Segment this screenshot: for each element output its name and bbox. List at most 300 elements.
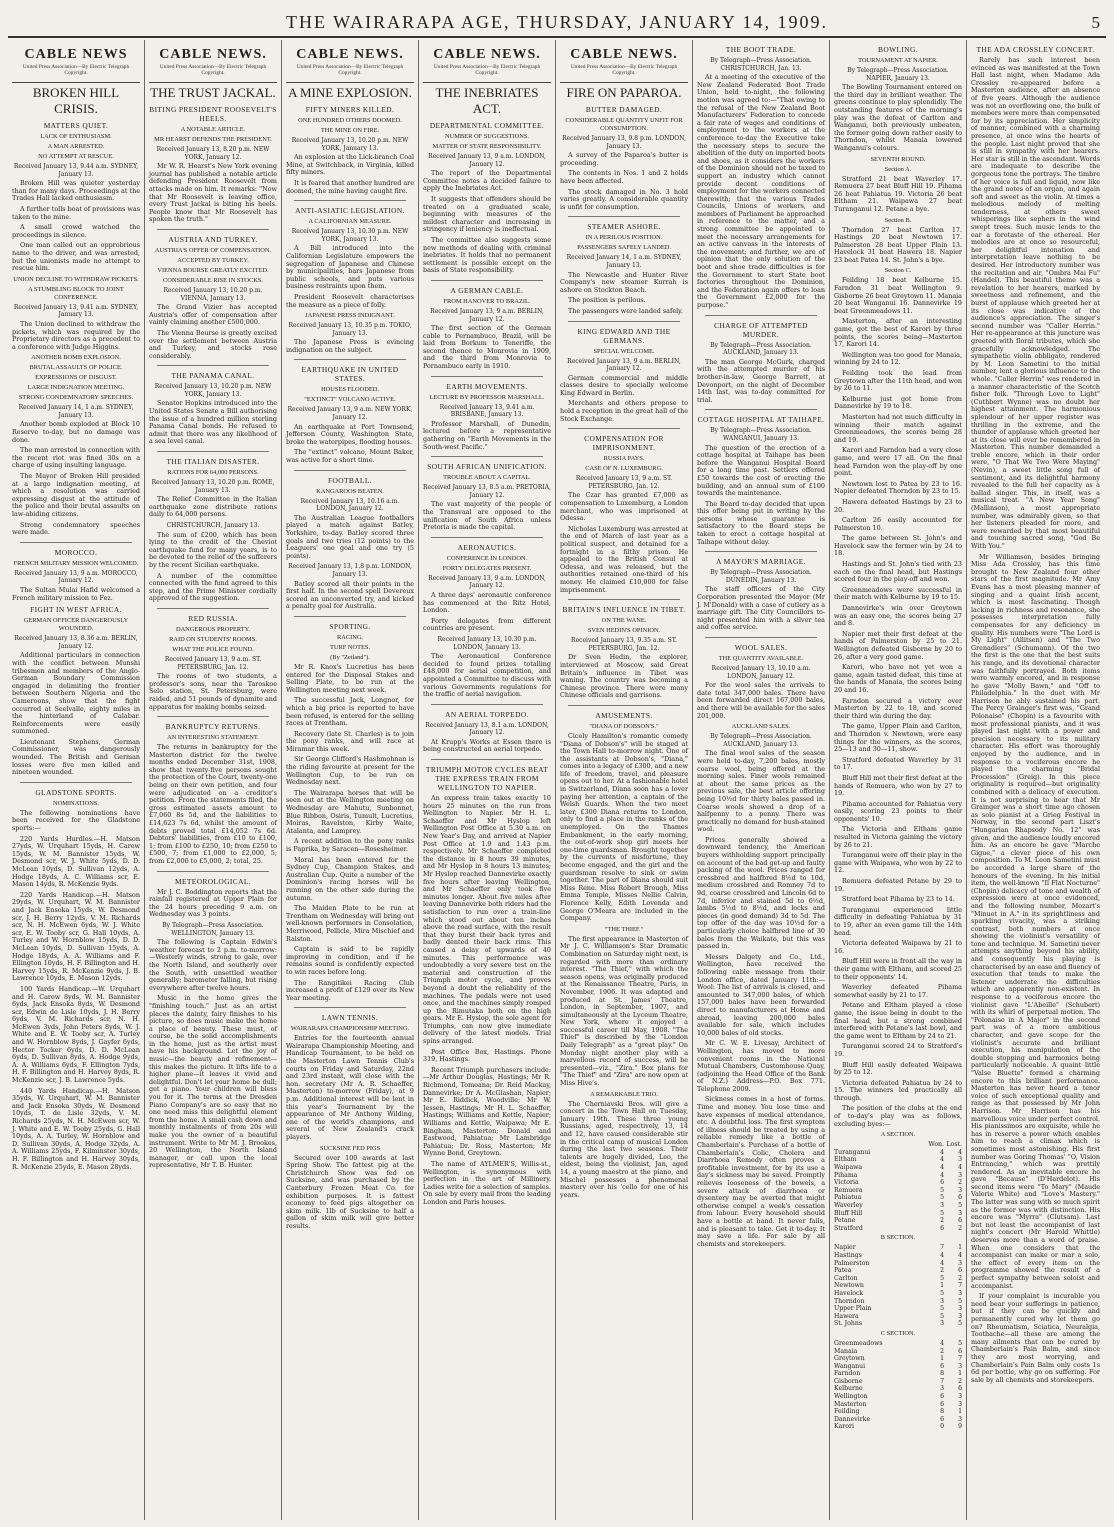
table-cell: 3 <box>958 1156 962 1164</box>
table-cell: Dannevirke <box>834 1415 871 1423</box>
table-cell: 5 <box>940 1274 944 1282</box>
minor-heading: PASSENGERS SAFELY LANDED. <box>577 244 671 252</box>
table-cell: 3 <box>940 1320 944 1328</box>
minor-heading: FRENCH MILITARY MISSION WELCOMED. <box>13 559 139 567</box>
subheading: AMUSEMENTS. <box>595 710 653 720</box>
article-paragraph: Newtown lost to Patea by 23 to 16. Napier defeated Thorndon by 23 to 15. <box>834 479 962 496</box>
results-table <box>834 1141 962 1232</box>
table-row <box>834 1313 962 1321</box>
article-paragraph: An explosion at the Lick-branch Coal Mine, at Switchback, in Virginia, killed fifty miners. <box>286 153 414 177</box>
article-paragraph: The staff officers of the City Corporation presented the Mayor (Mr J. M'Donald) with a case of cutlery as a marriage gift. The City Councillors to-night presented him with a silver tea and coffee service. <box>697 585 825 632</box>
dateline: By Telegraph—Press Association. DUNEDIN, January 13. <box>710 569 812 584</box>
article-paragraph: Dr Sven Hedin, the explorer, interviewed at Moscow, said Great Britain's influence in Tibet was waning. The country was becoming a Chinese province. There were many Chinese officials and garrisons. <box>560 653 688 700</box>
dateline: Received January 13, 8.5 a.m. PRETORIA, January 12. <box>423 484 551 499</box>
table-cell: 3 <box>940 1202 944 1209</box>
divider-rule <box>431 376 543 377</box>
column-heading: CABLE NEWS. <box>159 47 267 62</box>
article-paragraph: The following is Captain Edwin's weather forecast to 2 p.m. to-morrow:—Westerly winds, strong to gale, over the North Island, and southerly over the South, with unsettled weather generally; barometer falling, but rising everywhere after twelve hours. <box>149 938 277 992</box>
minor-heading: SUCKSINE FED PIGS <box>319 1144 381 1152</box>
subheading: EARTH MOVEMENTS. <box>446 381 528 391</box>
table-cell: Greenmeadows <box>834 1339 883 1347</box>
table-row <box>834 1267 962 1275</box>
subheading: THE PANAMA CANAL. <box>171 371 255 381</box>
article-paragraph: The Sultan Mulai Hafid welcomed a French military mission to Fez. <box>12 585 140 602</box>
table-cell: 6 <box>940 1415 944 1423</box>
dateline: Received January 13, 9 a.m. ST. PETERSBURG, Jan. 12. <box>575 475 673 490</box>
article-paragraph: Napier met their first defeat at the hands of Palmerston by 25 to 21. Wellington defeated Gisborne by 20 to 26, after a very good game. <box>834 629 962 661</box>
subheading: SOUTH AFRICAN UNIFICATION. <box>427 462 547 472</box>
article-paragraph: A survey of the Paparoa's butter is proceeding. <box>560 151 688 167</box>
table-cell: 3 <box>958 1209 962 1217</box>
article-paragraph: Masterton, after an interesting game, got the best of Karori by three points, the scores being—Masterton 17, Karori 14. <box>834 317 962 349</box>
subheading: CHARGE OF ATTEMPTED MURDER. <box>714 320 808 339</box>
table-cell: 3 <box>958 1415 962 1423</box>
dateline: Received January 13, 9 a.m. ST. PETERSBURG, Jan. 12. <box>164 655 262 671</box>
minor-heading: LACK OF ENTHUSIASM. <box>40 133 112 140</box>
table-cell: Remuera <box>834 1186 863 1194</box>
dateline: Received January 13, 9 a.m. MOROCCO, January 12. <box>14 569 138 585</box>
table-cell: 7 <box>940 1377 944 1385</box>
minor-heading: GERMAN OFFICER DANGEROUSLY WOUNDED. <box>23 617 129 633</box>
dateline: Received January 13, 10.20 p.m. NEW YORK, January 13. <box>291 137 409 152</box>
article-paragraph: A small crowd watched the proceedings in silence. <box>12 223 140 239</box>
article-paragraph: Waverley defeated Pihama somewhat easily by 21 to 17. <box>834 983 962 999</box>
table-row <box>834 1416 962 1424</box>
article-paragraph: The Union declined to withdraw the pickets, which was required by the Proprietary directors as a precedent to a conference with Judge Higgins. <box>12 319 140 351</box>
subheading: FIFTY MINERS KILLED. <box>305 105 395 114</box>
article-paragraph: It is feared that another hundred are doomed, the mine having caught fire. <box>286 178 414 195</box>
column-heading: CABLE NEWS <box>24 47 128 62</box>
minor-heading: DANGEROUS PROPERTY. <box>175 625 251 633</box>
subheading: KING EDWARD AND THE GERMANS. <box>577 326 671 345</box>
article-paragraph: Prices generally showed a downward tendency, the American buyers withholding support principally on account of the bad get-up and faulty packing of the wool. Prices ranged for crossbred and halfbred 8½d to 10d, medium crossbred and Romney 7d to 9d, coarse crossbred and Lincoln 6d to 7d, inferior and stained 5d to 6½d, lambs 5½d to 8½d, and locks and pieces (in good demand) 3d to 5d. The top offer of the day was 10½d for a particularly choice halfbred line of 30 bales from the Waikato, but this was passed in. <box>697 835 825 951</box>
minor-heading: Section B. <box>884 216 912 224</box>
table-cell: Pihama <box>834 1171 858 1179</box>
dateline: Received January 13, 9 a.m. LONDON, January 12. <box>428 574 546 590</box>
article-paragraph: Strong condemnatory speeches were made. <box>12 520 140 537</box>
article-paragraph: Bluff Hill easily defeated Waipawa by 25 to 12. <box>834 1060 962 1077</box>
subheading: WOOL SALES. <box>734 643 788 652</box>
table-row <box>834 1225 962 1233</box>
article-paragraph: The passengers were landed safely. <box>568 306 683 315</box>
subheading: EARTHQUAKE IN UNITED STATES. <box>301 365 399 384</box>
article-paragraph: If your complaint is incurable you need bear your sufferings in patience, but if they can be quickly and permanently cured why let them go on? Rheumatism, Sciatica, Neuralgia, Toothache—all these are among the many ailments that can be cured by Chamberlain's Pain Balm, and since they are most worrying, and Chamberlain's Pain Balm only costs 1s 6d per bottle, why go on suffering. For sale by all chemists and storekeepers. <box>971 1292 1100 1384</box>
divider-rule <box>705 315 817 316</box>
dateline: Received January 13, 10.10 a.m. LONDON, January 12. <box>711 665 811 680</box>
table-row <box>834 1298 962 1306</box>
minor-heading: C SECTION. <box>880 1329 916 1337</box>
dateline: Received January 13, 10.35 p.m. TOKIO, January 13. <box>288 322 412 337</box>
headline: THE TRUST JACKAL. <box>149 82 277 101</box>
subheading: COTTAGE HOSPITAL AT TAIHAPE. <box>697 415 825 425</box>
article-paragraph: At a meeting of the executive of the New Zealand Federated Boot Trade Union, held to-night, the following motion was agreed to:—"That owing to the refusal of the New Zealand Boot Manufacturers' Federation to concede a fair rate of wages and conditions of employment to the workers at the conference to-day the Executive take the necessary steps to secure the abolition of the duty on imported boots and shoes, as it considers the workers of the Dominion should not be taxed to support an industry which cannot provide decent conditions of employment for the workers connected therewith; that the various Trades Councils, Unions of workers, and members of Parliament be approached in reference to the matter, and a strong committee be appointed to meet the necessary arrangements for an active canvass in the interests of the movement; and further, we are of opinion that the only solution of the boot and shoe trade difficulties is for the Government to start State boot factories throughout the Dominion, and the Federation again offers to loan the Government £2,000 for the purpose." <box>697 73 825 309</box>
subheading: THE ADA CROSSLEY CONCERT. <box>976 45 1095 54</box>
table-cell: 5 <box>940 1194 944 1202</box>
article-paragraph: Victoria defeated Pahiatua by 24 to 15. The winners led practically all through. <box>834 1078 962 1102</box>
minor-heading: AUSTRIA'S OFFER OF COMPENSATION. <box>154 246 272 254</box>
article-paragraph: Senator Hopkins introduced into the United States Senate a Bill authorising the issue of a hundred million sterling Panama Canal bonds. He refused to admit that there was any likelihood of a sea level canal. <box>149 399 277 446</box>
table-row <box>834 1260 962 1268</box>
minor-heading: BRUTAL ASSAULTS OF POLICE. <box>29 364 123 372</box>
table-cell: Masterton <box>834 1400 867 1408</box>
subheading: MATTERS QUIET. <box>43 121 109 130</box>
divider-rule <box>157 365 269 366</box>
minor-heading: SEVENTH ROUND. <box>870 155 926 163</box>
dateline: Received January 14, 1 a.m. SYDNEY, January 13. <box>566 254 682 269</box>
article-paragraph: The man George McGurk, charged with the attempted murder of his brother-in-law, George Barrett, at Devonport, on the night of December 14th last, was to-day committed for trial. <box>697 357 825 404</box>
minor-heading: LARGE INDIGNATION MEETING. <box>27 384 125 392</box>
article-paragraph: Feilding 18 beat Kelburne 15. Farndon 31 beat Wellington 9. Gisborne 26 beat Greytown 11. Manaia 20 beat Wanganui 16. Dannevirke 19 beat Greenmeadows 11. <box>834 276 962 315</box>
article-paragraph: Bluff Hill were in front all the way in their game with Eltham, and scored 25 to their opponents' 14. <box>834 957 962 981</box>
table-cell: 2 <box>958 1274 962 1282</box>
minor-heading: AUCKLAND SALES. <box>731 723 791 731</box>
table-cell: 2 <box>958 1377 962 1385</box>
table-row <box>834 1179 962 1187</box>
table-cell: Wellington <box>834 1393 868 1401</box>
table-cell: 6 <box>940 1400 944 1408</box>
article-paragraph: Kelburne just got home from Dannevirke by 19 to 18. <box>834 394 962 411</box>
subheading: DEPARTMENTAL COMMITTEE. <box>429 121 545 130</box>
table-row <box>834 1401 962 1409</box>
minor-heading: AN INTERESTING STATEMENT. <box>167 734 259 742</box>
table-row <box>834 1348 962 1356</box>
table-cell: Pahiatua <box>834 1194 862 1202</box>
table-cell: 4 <box>940 1259 944 1267</box>
dateline: Received January 13, 8.20 p.m. NEW YORK, January 12. <box>156 146 270 161</box>
headline: FIRE ON PAPAROA. <box>560 82 688 101</box>
article-paragraph: 440 Yards Handicap.—H. Matson 35yds, W. Urquhart, W. M. Bannister and Jack Ensoka 30yds, W. Desmond 10yds, T. de Lisle 32yds, V. M. Richards 25yds, N. H. McEwen scr, W. J. White and E. W. Tooby 25yds, G. Hall 10yds, A. A. Turley, W. Hornblow and D. Sullivan 30yds, A. Hodge 32yds, A. A. Williams 25yds, F. Kilminster 30yds, H. F. Billington and H. Harvey 30yds, R. McKenzie 25yds, E. Mason 28yds. <box>12 1086 140 1171</box>
column-credit: United Press Association—By Electric Telegraph Copyright. <box>159 64 267 76</box>
article-paragraph: A Bill introduced into the Californian Legislature empowers the segregation of Japanese and Chinese by municipalities, bars Japanese from public schools, and puts various business restraints upon them. <box>286 244 414 291</box>
subheading: MOROCCO. <box>54 547 98 557</box>
minor-heading: "EXTINCT" VOLCANO ACTIVE. <box>304 396 396 404</box>
subheading: THE BOOT TRADE. <box>725 45 797 54</box>
table-row <box>834 1172 962 1180</box>
table-cell: Hawera <box>834 1312 859 1320</box>
column-heading: CABLE NEWS. <box>570 47 678 62</box>
minor-heading: ONE HUNDRED OTHERS DOOMED. <box>298 117 402 124</box>
table-cell: 3 <box>958 1289 962 1297</box>
table-row <box>834 1320 962 1328</box>
minor-heading: A STUMBLING BLOCK TO JOINT CONFERENCE. <box>28 285 124 301</box>
article-paragraph: Karori, who have not yet won a game, again tasted defeat, this time at the hands of Manaia, the scores being 20 and 16. <box>834 663 962 694</box>
table-cell: 6 <box>958 1267 962 1275</box>
minor-heading: Section A. <box>884 165 912 173</box>
column-7 <box>830 40 967 1520</box>
divider-rule <box>568 705 680 706</box>
columns-container <box>8 40 1106 1520</box>
minor-heading: CONSIDERABLE RISE IN STOCKS. <box>162 276 263 284</box>
table-cell: Stratford <box>834 1224 863 1232</box>
divider-rule <box>20 782 132 783</box>
divider-rule <box>157 871 269 872</box>
divider-rule <box>294 359 406 360</box>
minor-heading: "THE THIEF." <box>604 925 644 933</box>
subheading: A MAYOR'S MARRIAGE. <box>716 557 806 567</box>
table-cell: Waverley <box>834 1202 863 1209</box>
table-cell: 4 <box>940 1251 944 1259</box>
article-paragraph: Mr Williamson, besides bringing Miss Ada Crossley, has this time brought to New Zealand four other stars of the first magnitude. Mr Amy Evans has a most pleasing manner of singing and a quaint Irish accent, which is most fascinating. Though lacking in richness and resonance, she possesses interpretation fully compensates for any deficiency in quality. His numbers were "The Lord is My Light" (Allitsen) and "The Two Grenadiers" (Schumann). Of the two the first is the one that the best suits his range, and its devotional character was faithfully portrayed. Both items were warmly encored, and in response he gave "Molly Bawn," and "Off to Philadelphia." In the duet with Mr Harrison he ably sustained his part. The Percy Grainger's first was, "Grand Polonaise" (Chopin) is a favourite with most professional pianists, and it was played last night with a power and precision necessary to its military character. His effort was thoroughly enjoyed by the audience, and in response to a vociferous encore he played the charming "Bridal Procession" (Greig). In this piece originality is required—but originality combined with a delicacy of execution. It is not surprising to hear that Mr Grainger was a short time ago chosen as solo pianist at a Grieg Festival in Norway, in the second part Liszt's "Hungarian Rhapsody No. 12" was given, and the audience loudly encored him. As an encore he gave "Marche Gigue," a clever piece of his own composition. To M. Leon Sametini must be accorded a large share of the honours of the evening. In his initial item, the well-known "Il Flat Nocturne" (Chopin) delicacy of tone and wealth of expression were at once evidenced, and the following number, Mozart's "Minuet in A." in its sprightliness and sparkling vivacity, was a striking contrast, both numbers at once showing the violinist's versatility of tone and technique. M. Sametini never attempts anything beyond his ability, and consequently his playing is characterised by an ease and fluency of execution that tends to make the listener underrate the difficulties which are apparently non-existent. In response to a vociferous encore the violinist gave "L'Abeille" (Schubert) with its whirl of perpetual motion. The "Polonaise in A Major" in the second part was of a more ambitious character, and gave scope for the violinist's accurate and brilliant execution, his manipulation of the double stopping and harmonics being particularly noticeable. A quaint little "Valse Bluette" formed a charming encore to this brilliant performance. Masterton has never heard a tenor voice of such exceptional quality and range as that possessed by Mr John Harrison. Mr Harrison has his marvellous voice under perfect control. His pianissimos are exquisite, while he has in reserve a power which enables him to reach a climax which is sometimes most astonishing. His first number was Goring Thomas' "O, Vision Entrancing," which was prettily rendered. As an inevitable encore he gave "Because" (D'Hardelot). His second items were "To Mary" (Maude Valerie White) and "Love's Mastery." The latter was sung with so much spirit as the former was with distinction. His encore was "Myrra" (Clutsam). Last but not least the accompanist of last night's concert (Mr Harold Whittle) deserves more than a word of praise. When one considers that the accompanist can make or mar a solo, the effect of every item on the programme showed the result of a perfect sympathy between soloist and accompanist. <box>971 552 1100 1290</box>
table-cell: 6 <box>958 1217 962 1225</box>
table-cell: 1 <box>940 1355 944 1363</box>
table-cell: 9 <box>958 1423 962 1431</box>
headline: A MINE EXPLOSION. <box>286 82 414 101</box>
table-cell: Farndon <box>834 1370 861 1378</box>
dateline: By Telegraph—Press Association. WANGANUI, January 13. <box>710 427 812 442</box>
article-paragraph: A further tolls boat of provisions was taken to the mine. <box>12 204 140 221</box>
article-paragraph: Captain is said to be rapidly improving in condition, and if he remains sound is confidently expected to win races before long. <box>286 945 414 976</box>
column-heading: CABLE NEWS. <box>433 47 541 62</box>
table-cell: Bluff Hill <box>834 1209 863 1217</box>
article-paragraph: Stratford 21 beat Waverley 17. Remuera 27 beat Bluff Hill 19. Pihama 26 beat Pahiatua 19. Victoria 26 beat Eltham 21. Waipawa 27 beat Turanganui 12. Petane a bye. <box>834 174 962 213</box>
table-cell: Petane <box>834 1217 856 1225</box>
minor-heading: FROM HANOVER TO BRAZIL. <box>443 297 531 305</box>
article-paragraph: The Aeronautical Conference decided to found prizes totalling £48,000 for aerial competition, and appointed a Committee to discuss with various Governments regulations for the traffic of aerial navigation. <box>423 652 551 699</box>
masthead-title: THE WAIRARAPA AGE, THURSDAY, JANUARY 14, 1909. <box>285 12 829 32</box>
minor-heading: (By "Zetland"). <box>330 653 370 661</box>
dateline: Received January 13, 10.20 p.m. ROME, January 13. <box>151 479 275 494</box>
subheading: LAWN TENNIS. <box>321 1013 379 1023</box>
article-paragraph: For the wool sales the arrivals to date total 347,000 bales. There have been forwarded direct 167,000 bales, and there will be available for the sales 201,000. <box>697 681 825 720</box>
table-cell: 6 <box>958 1194 962 1202</box>
article-paragraph: The Newcastle and Hunter River Company's new steamer Kurrah is ashore on Stockton Beach. <box>560 270 688 294</box>
table-cell: 3 <box>940 1385 944 1393</box>
minor-heading: LECTURE BY PROFESSOR MARSHALL. <box>429 393 545 401</box>
minor-heading: SVEN HEDIN'S OPINION. <box>587 627 661 635</box>
subheading: BUTTER DAMAGED. <box>585 105 663 114</box>
table-cell: Upper Plain <box>834 1305 872 1313</box>
article-paragraph: Carlton 26 easily accounted for Palmerston 10. <box>834 516 962 532</box>
minor-heading: FORTY DELEGATES PRESENT. <box>442 564 532 572</box>
table-row <box>834 1252 962 1260</box>
table-cell: Napier <box>834 1244 856 1252</box>
minor-heading: "DIANA OF DOBSON'S." <box>589 722 659 730</box>
article-paragraph: The sum of £200, which has been lying to the credit of the Cheviot earthquake fund for many years, is to be devoted to the relief of the sufferers by the recent Sicilian earthquake. <box>149 530 277 569</box>
table-row <box>834 1385 962 1393</box>
table-cell: 5 <box>940 1289 944 1297</box>
article-paragraph: One man called out an opprobrious name to the driver, and was arrested, but the unionists made no attempt to rescue him. <box>12 241 140 273</box>
divider-rule <box>294 200 406 201</box>
table-cell: 1 <box>958 1408 962 1416</box>
minor-heading: A CALIFORNIAN MEASURE. <box>308 218 392 226</box>
article-paragraph: Farndon secured a victory over Masterton by 22 to 18, and scored their third win during the day. <box>834 696 962 720</box>
table-cell: 2 <box>958 1224 962 1232</box>
table-cell: 4 <box>940 1148 944 1156</box>
article-paragraph: The first appearance in Masterton of Mr J. C. Williamson's Star Dramatic Combination on Saturday night next, is regarded with more than ordinary interest. "The Thief," with which the season opens, was originally produced at the Renaissance Theatre, Paris, in November, 1906. It was adapted and produced at St. James' Theatre, London, in September, 1907, and simultaneously at the Lyceum Theatre, New York, where it enjoyed a successful career till May, 1908. "The Thief" is described by the "London Daily Telegraph" as a "great play." On Monday night another play with a marvellous record of success, will be presented—viz., "Zira." Box plans for "The Thief" and "Zira" are now open at Miss Hive's. <box>560 934 688 1088</box>
article-paragraph: 220 Yards Hurdles.—H. Matson 27yds, W. Urquhart 15yds, H. Carew 15yds, W. M. Bannister 15yds, W. Desmond scr, W. J. White 5yds, D. D. McLean 10yds, D. Sullivan 12yds, A. Hodge 18yds, A. C. Williams scr, E. Mason 14yds, R. McKenzie 9yds. <box>12 834 140 889</box>
article-paragraph: The Czar has granted £7,000 as compensation to Luxemburg, a London merchant, who was imprisoned at Odessa. <box>560 491 688 523</box>
table-cell: Patea <box>834 1267 852 1275</box>
masthead <box>8 10 1106 38</box>
table-cell: 6 <box>940 1393 944 1401</box>
article-paragraph: Another bomb exploded at Block 10 Reserve to-day, but no damage was done. <box>12 420 140 444</box>
table-row <box>834 1202 962 1210</box>
article-paragraph: Mr W. R. Hearst's New York evening journal has published a notable article defending President Roosevelt from attacks made on him. It remarks: "Now that Mr Roosevelt is leaving office, every Trust Jackal is biting his heels. People know that Mr Roosevelt has spoken the truth." <box>149 162 277 224</box>
dateline: Received January 13, 9.35 a.m. ST. PETERSBURG, Jan. 12. <box>571 637 677 652</box>
article-paragraph: Turanganui were off their play in the game with Waipawa, who won by 22 to 12. <box>834 851 962 875</box>
article-paragraph: The question of the erection of a cottage hospital at Taihape has been before the Wanganui Hospital Board for a long time past. Settlers offered £50 towards the cost of erecting the building, and an annual sum of £100 towards the maintenance. <box>697 443 825 498</box>
table-cell: 1 <box>958 1244 962 1252</box>
table-row <box>834 1187 962 1195</box>
table-header-cell: Lost. <box>946 1141 962 1149</box>
minor-heading: RAID ON STUDENTS' ROOMS. <box>169 635 257 643</box>
table-cell: St. Johns <box>834 1320 863 1328</box>
table-cell: 5 <box>958 1320 962 1328</box>
table-cell: 6 <box>940 1224 944 1232</box>
minor-heading: EXPRESSIONS OF DISGUST. <box>35 374 117 382</box>
article-paragraph: The position is perilous. <box>568 296 646 305</box>
minor-heading: MATTER OF STATE RESPONSIBILITY. <box>432 143 542 150</box>
table-cell: Turanganui <box>834 1148 871 1156</box>
dateline: Received January 13, 9.44 a.m. SYDNEY, January 13. <box>13 163 139 178</box>
article-paragraph: Feilding took the lead from Greytown after the 11th head, and won by 26 to 11. <box>834 369 962 393</box>
article-paragraph: Broken Hill was quieter yesterday than for many days. Proceedings at the Trades Hall lacked enthusiasm. <box>12 179 140 203</box>
subheading: ANTI-ASIATIC LEGISLATION. <box>295 206 405 216</box>
minor-heading: A MAN ARRESTED. <box>47 143 105 150</box>
article-paragraph: An express train takes exactly 10 hours 25 minutes on the run from Wellington to Napier. Mr H. L. Schaeffer and Mr Hyslop left Wellington Post Office at 5.30 a.m. on New Year's Day, and arrived at Napier Post Office at 1.9 and 1.43 p.m. respectively. Mr Schaeffer completed the distance in 8 hours 39 minutes, and Mr Hyslop in 8 hours 13 minutes; Mr Hyslop reached Dannevirke exactly five hours after leaving Wellington, and Mr Schaeffer only took five minutes longer. About five miles after leaving Dannevirke both riders had the satisfaction to run over a train-line which stood out about ten inches above the road surface, with the result that they burst their back tyres and badly dented their back rims. This caused a delay of upwards of 40 minutes. This performance was undoubtedly a very severe test on the material and construction of the Triumph motor cycle, and proves beyond a doubt the reliability of the machines. The pedals were not used once, and the machines simply romped up the Rimutaka both on the high gears. Mr E. Hyslop, the sole agent for Triumphs, can now give immediate delivery of the latest models. Trial spins arranged. <box>423 794 551 1046</box>
divider-rule <box>568 599 680 600</box>
column-6 <box>693 40 830 1520</box>
dateline: By Telegraph—Press Association. WELLINGTON, January 13. <box>162 921 264 937</box>
article-paragraph: Entries for the fourteenth annual Wairarapa Championship Meeting, and Handicap Tournament, to be held on the Masterton Lawn Tennis Club's courts on Friday and Saturday, 22nd and 23rd instant, will close with the hon. secretary (Mr A. R. Schaeffer, Masterton) to-morrow (Friday), at 9 p.m. Additional interest will be lent in this year's Tournament by the appearance of Mr Anthony Wilding, one of the world's champions, and several of New Zealand's crack players. <box>286 1034 414 1141</box>
article-paragraph: Batley scored all their points in the first half. In the second spell Devereux scored an unconverted try, and kicked a penalty goal for Australia. <box>286 579 414 611</box>
minor-heading: STRONG CONDEMNATORY SPEECHES. <box>18 394 134 402</box>
subheading: TRIUMPH MOTOR CYCLES BEAT THE EXPRESS TRAIN FROM WELLINGTON TO NAPIER. <box>425 765 549 793</box>
column-2 <box>145 40 282 1520</box>
table-cell: Thorndon <box>834 1297 865 1305</box>
minor-heading: NOMINATIONS. <box>53 799 99 807</box>
article-paragraph: The position of the clubs at the end of to-day's play was as follows, excluding byes:— <box>834 1104 962 1128</box>
article-paragraph: The Australian League footballers played a match against Batley, Yorkshire, to-day. Batley scored three goals and two tries (12 points) to the Leaguers' one goal and one try (5 points). <box>286 513 414 560</box>
article-paragraph: Mr R. Knox's Lucretius has been entered for the Disposal Stakes and Selling Plate, to be run at the Wellington meeting next week. <box>286 662 414 694</box>
column-5 <box>556 40 693 1520</box>
minor-heading: SPECIAL WELCOME. <box>593 347 655 355</box>
article-paragraph: Recovery (late St. Charles) is to join the pony ranks, and will race at Miramar this week. <box>286 729 414 753</box>
subheading: AERONAUTICS. <box>457 542 517 552</box>
table-cell: Kelburne <box>834 1385 863 1393</box>
table-row <box>834 1355 962 1363</box>
minor-heading: NO ATTEMPT AT RESCUE. <box>38 153 114 160</box>
table-cell: 5 <box>940 1209 944 1217</box>
article-paragraph: Bluff Hill met their first defeat at the hands of Remuera, who won by 27 to 19. <box>834 773 962 798</box>
article-paragraph: The vast majority of the people of the Transvaal are opposed to the unification of South Africa unless Pretoria is made the capital. <box>423 500 551 532</box>
article-paragraph: The Cherniavski Bros. will give a concert in the Town Hall on Tuesday, January 19th. These three young Russians, aged, respectively, 13, 14 and 12, have caused considerable stir in the critical camp of musical London during the last two seasons. Their talents are hugely divided, Leo, the eldest, being the violinist, Jan, aged 14, a young maestro at the piano, and Mischel possesses a phenomenal mastery over his 'cello for one of his years. <box>560 1099 688 1199</box>
minor-heading: ANOTHER BOMB EXPLOSION. <box>31 354 121 362</box>
divider-rule <box>294 1007 406 1008</box>
table-cell: 2 <box>958 1179 962 1187</box>
minor-heading: THE MINE ON FIRE. <box>320 127 380 134</box>
article-paragraph: Additional particulars in connection with the conflict between Munshi tribesmen and members of the Anglo-German Boundary Commission engaged in delimiting the frontier between Southern Nigeria and the Cameroons, show that the fight occurred at Seelvalle, eighty miles in the hinterland of Calabar. Reinforcements were easily summoned. <box>12 651 140 736</box>
table-cell: 2 <box>940 1347 944 1355</box>
dateline: Received January 13, 9 a.m. BERLIN, January 12. <box>567 357 681 373</box>
dateline: Received January 13, 10.30 p.m. LONDON, January 13. <box>437 635 537 651</box>
article-paragraph: Wellington was too good for Manaia, winning by 24 to 12. <box>834 350 962 367</box>
column-credit: United Press Association—By Electric Telegraph Copyright. <box>22 64 130 76</box>
article-paragraph: The following nominations have been received for the Gladstone sports:— <box>12 808 140 833</box>
column-1 <box>8 40 145 1520</box>
dateline: Received January 13, 9 a.m. BERLIN, January 12. <box>430 307 544 323</box>
table-cell: 3 <box>958 1393 962 1401</box>
minor-heading: THE QUANTITY AVAILABLE. <box>718 655 804 662</box>
article-paragraph: Turanganui scored 24 to Stratford's 19. <box>834 1042 962 1058</box>
subheading: BOWLING. <box>878 45 918 54</box>
article-paragraph: An earthquake at Port Townsend, Jefferson County, Washington State, broke the waterpipes, flooding houses. <box>286 422 414 446</box>
table-cell: 1 <box>958 1370 962 1378</box>
divider-rule <box>431 759 543 760</box>
article-paragraph: Victoria defeated Waipawa by 21 to 16. <box>834 939 962 955</box>
table-cell: 0 <box>940 1423 944 1431</box>
table-cell: 5 <box>958 1202 962 1209</box>
article-paragraph: A recent addition to the pony ranks is Paprika, by Saracen—Rosesheimer. <box>286 837 414 853</box>
divider-rule <box>705 637 817 638</box>
minor-heading: TURF NOTES. <box>329 643 371 651</box>
minor-heading: WAIRARAPA CHAMPIONSHIP MEETING. <box>290 1025 410 1033</box>
article-paragraph: A three days' aeronautic conference has commenced at the Ritz Hotel, London. <box>423 590 551 615</box>
article-paragraph: Professor Marshall, of Dunedin, lectured before a representative gathering on "Earth Movements in the South-west Pacific." <box>423 419 551 451</box>
article-paragraph: The Mayor of Broken Hill presided at a large indignation meeting, at which a resolution was carried expressing disgust at the attitude of the police and their brutal assaults on law-abiding citizens. <box>12 472 140 518</box>
divider-rule <box>705 409 817 410</box>
table-row <box>834 1370 962 1378</box>
article-paragraph: Messrs Dalgety and Co., Ltd., Wellington, have received the following cable message from their London office, dated January 11th:—Wool: The list of arrivals is closed, and amounted to 347,000 bales, of which 157,000 bales have been forwarded direct to manufacturers at Home and abroad, leaving 200,000 bales available for sale, which includes 10,000 bales of old stocks. <box>697 952 825 1037</box>
dateline: By Telegraph—Press Association. AUCKLAND, January 13. <box>710 341 812 357</box>
article-paragraph: The Vienna Bourse is greatly excited over the settlement between Austria and Turkey, and stocks rose considerably. <box>149 328 277 360</box>
article-paragraph: The committee also suggests some new methods of dealing with criminal inebriates. It holds that no permanent settlement is possible except on the basis of State responsibility. <box>423 235 551 275</box>
divider-rule <box>157 608 269 609</box>
article-paragraph: Pihama accounted for Pahiatua very easily, scoring 23 points to their opponents' 10. <box>834 799 962 823</box>
table-header-cell: Won. <box>928 1141 944 1149</box>
article-paragraph: Stratford defeated Waverley by 31 to 17. <box>834 755 962 772</box>
article-paragraph: The Grand Vizier has accepted Austria's offer of compensation after vainly claiming another £500,000. <box>149 303 277 327</box>
dateline: Received January 13, 8.36 a.m. BERLIN, January 12. <box>14 635 138 650</box>
minor-heading: Section C. <box>884 267 912 275</box>
table-cell: Wanganui <box>834 1362 866 1370</box>
article-paragraph: Recent Triumph purchasers include:—Mr Arthur Douglas, Hastings; Mr R. Richmond, Tomoana; Dr. Reid Mackay, Dannevirke; Dr A. McGlashan, Napier; Mr E. Riddick, Woodville; Mr W. Jessen, Hastings; Mr H. L. Schaeffer, Hastings; Williams and Kettle, Napier; Williams and Kettle, Waipawa; Mr E. Bingham, Masterton; Donald and Eastwood, Pahiatua; Mr Lambridge Pahiatua; Dr. Ross, Masterton; Mr Wynne Bond, Greytown. <box>423 1065 551 1158</box>
divider-rule <box>431 537 543 538</box>
divider-rule <box>568 321 680 322</box>
subheading: AUSTRIA AND TURKEY. <box>168 234 258 244</box>
article-paragraph: The final wool sales of the season were held to-day, 7,200 bales, mostly coarse wool, being offered at the morning sales. Finer wools remained at about the same prices as the previous sale, the best article offering being 10½d for thirty bales passed in. Coarse wools showed a drop of a halfpenny to a penny. There was practically no demand for bush-stained wool. <box>697 749 825 834</box>
table-row <box>834 1149 962 1157</box>
dateline: Received January 13, 9.8 p.m. LONDON, January 13. <box>562 135 686 150</box>
table-cell: 3 <box>958 1259 962 1267</box>
minor-heading: WHAT THE POLICE FOUND. <box>172 645 254 653</box>
results-table <box>834 1340 962 1431</box>
subheading: FIGHT IN WEST AFRICA. <box>30 605 122 615</box>
article-paragraph: The Japanese Press is evincing indignation on the subject. <box>286 338 414 354</box>
subheading: STEAMER ASHORE. <box>587 222 661 232</box>
dateline: Received January 13, 9 a.m. NEW YORK, January 12. <box>287 406 413 422</box>
table-cell: 3 <box>958 1362 962 1370</box>
article-paragraph: The returns in bankruptcy for the Masterton district for the twelve months ended December 31st, 1908, show that twenty-five persons sought the protection of the Court, twenty-one being on their own petition, and four were adjudicated on a creditor's petition. From the statements filed, the gross estimated assets amount to £7,060 8s 5d, and the liabilities to £14,623 7s 6d, whilst the amount of debts proved total £14,052 7s 6d. Debtors' liabilities, from £10 to £100, 1; from £100 to £250, 10; from £250 to £500, 7; from £1,000 to £2,000, 5; from £2,000 to £5,000, 2; total, 25. <box>149 743 277 865</box>
table-row <box>834 1340 962 1348</box>
dateline: CHRISTCHURCH, January 13. <box>166 522 260 529</box>
table-cell: 2 <box>940 1217 944 1225</box>
table-cell: Manaia <box>834 1347 858 1355</box>
subheading: METEOROLOGICAL. <box>175 876 251 886</box>
table-row <box>834 1210 962 1218</box>
table-row <box>834 1244 962 1252</box>
article-paragraph: The name of AYLMER'S, Willis-st., Wellington, is synonymous with perfection in the art of Millinery. Ladies write for a selection of samples. On sale by every mail from the leading London and Paris houses. <box>423 1159 551 1206</box>
article-paragraph: Lieutenant Stephens, German Commissioner, was dangerously wounded. The British and German losses were five men killed and nineteen wounded. <box>12 737 140 777</box>
article-paragraph: The report of the Departmental Committee notes a decided failure to apply the Inebriates Act. <box>423 169 551 193</box>
table-cell: 6 <box>940 1179 944 1187</box>
dateline: Received January 13, 10.16 a.m. LONDON, January 12. <box>300 497 400 513</box>
article-paragraph: President Roosevelt characterises the measure as a piece of folly. <box>286 292 414 309</box>
dateline: By Telegraph—Press Association. AUCKLAND, January 13. <box>710 733 812 748</box>
article-paragraph: The Bowling Tournament entered on the third day in brilliant weather. The greens continue to play splendidly. The outstanding features of the morning's play was the defeat of Carlton and Wanganui, both previously unbeaten, the former going down rather easily to Thorndon, whilst Manaia lowered Wanganui's colours. <box>834 83 962 152</box>
minor-heading: A NOTABLE ARTICLE. <box>180 126 246 133</box>
column-3 <box>282 40 419 1520</box>
